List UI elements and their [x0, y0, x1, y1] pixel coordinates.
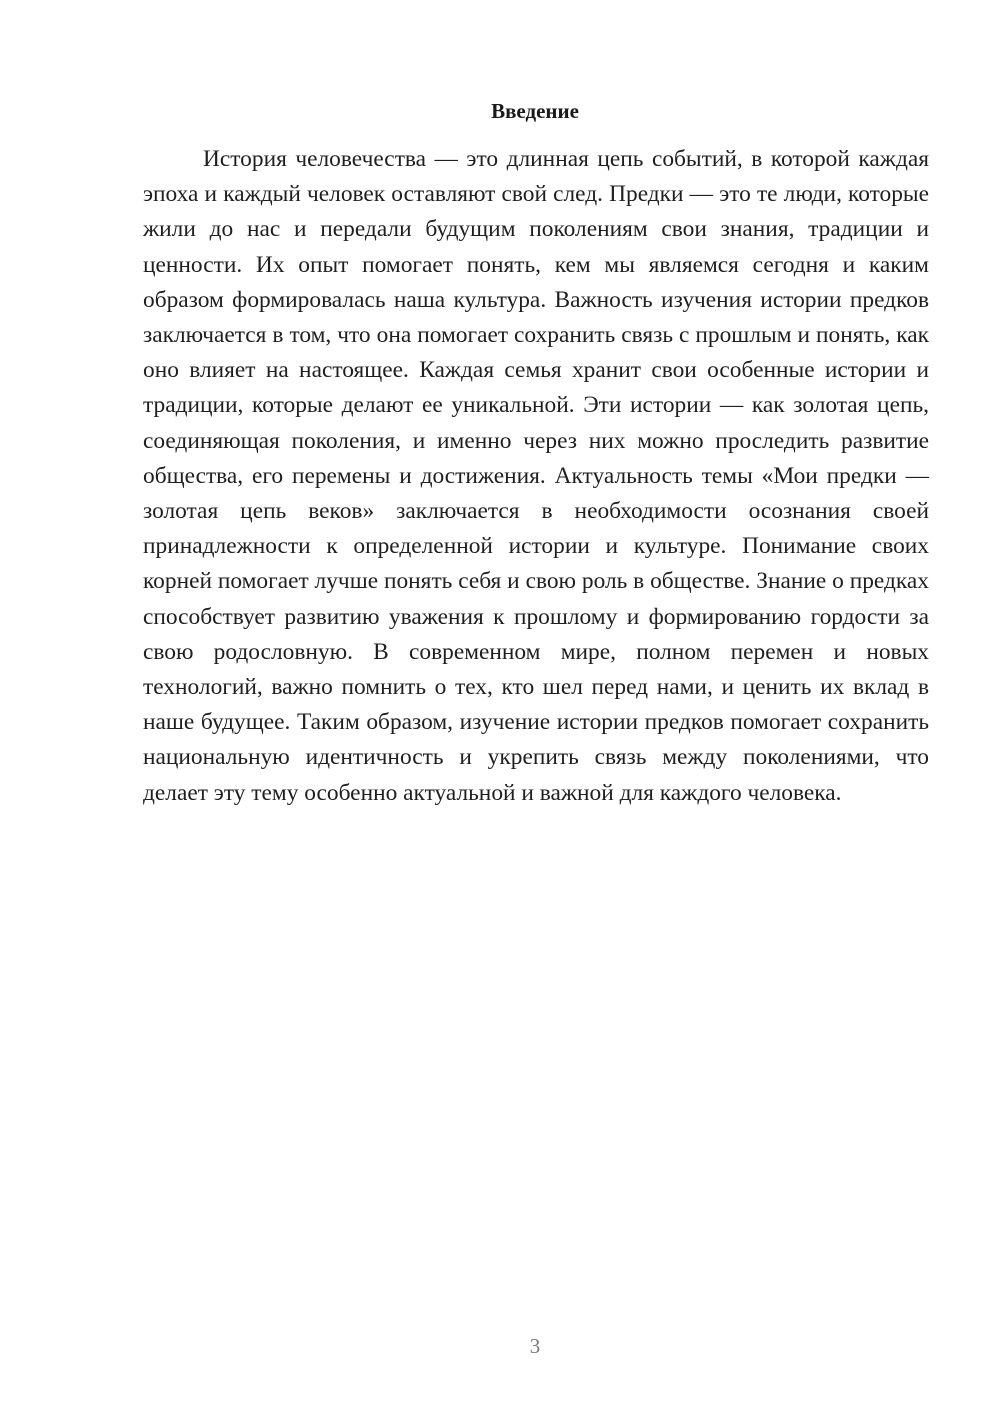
- body-paragraph: История человечества — это длинная цепь событий, в которой каждая эпоха и каждый человек оставляют свой след. Предки — это те люди, которые жили до нас и передали будущим поколениям свои знания, традиции и ценности. Их опыт помогает понять, кем мы являемся сегодня и каким образом формировалась наша культура. Важность изучения истории предков заключается в том, что она помогает сохранить связь с прошлым и понять, как оно влияет на настоящее. Каждая семья хранит свои особенные истории и традиции, которые делают ее уникальной. Эти истории — как золотая цепь, соединяющая поколения, и именно через них можно проследить развитие общества, его перемены и достижения. Актуальность темы «Мои предки — золотая цепь веков» заключается в необходимости осознания своей принадлежности к определенной истории и культуре. Понимание своих корней помогает лучше понять себя и свою роль в обществе. Знание о предках способствует развитию уважения к прошлому и формированию гордости за свою родословную. В современном мире, полном перемен и новых технологий, важно помнить о тех, кто шел перед нами, и ценить их вклад в наше будущее. Таким образом, изучение истории предков помогает сохранить национальную идентичность и укрепить связь между поколениями, что делает эту тему особенно актуальной и важной для каждого человека.: [143, 146, 929, 806]
- section-title: Введение: [491, 99, 579, 123]
- page-number: 3: [529, 1334, 541, 1358]
